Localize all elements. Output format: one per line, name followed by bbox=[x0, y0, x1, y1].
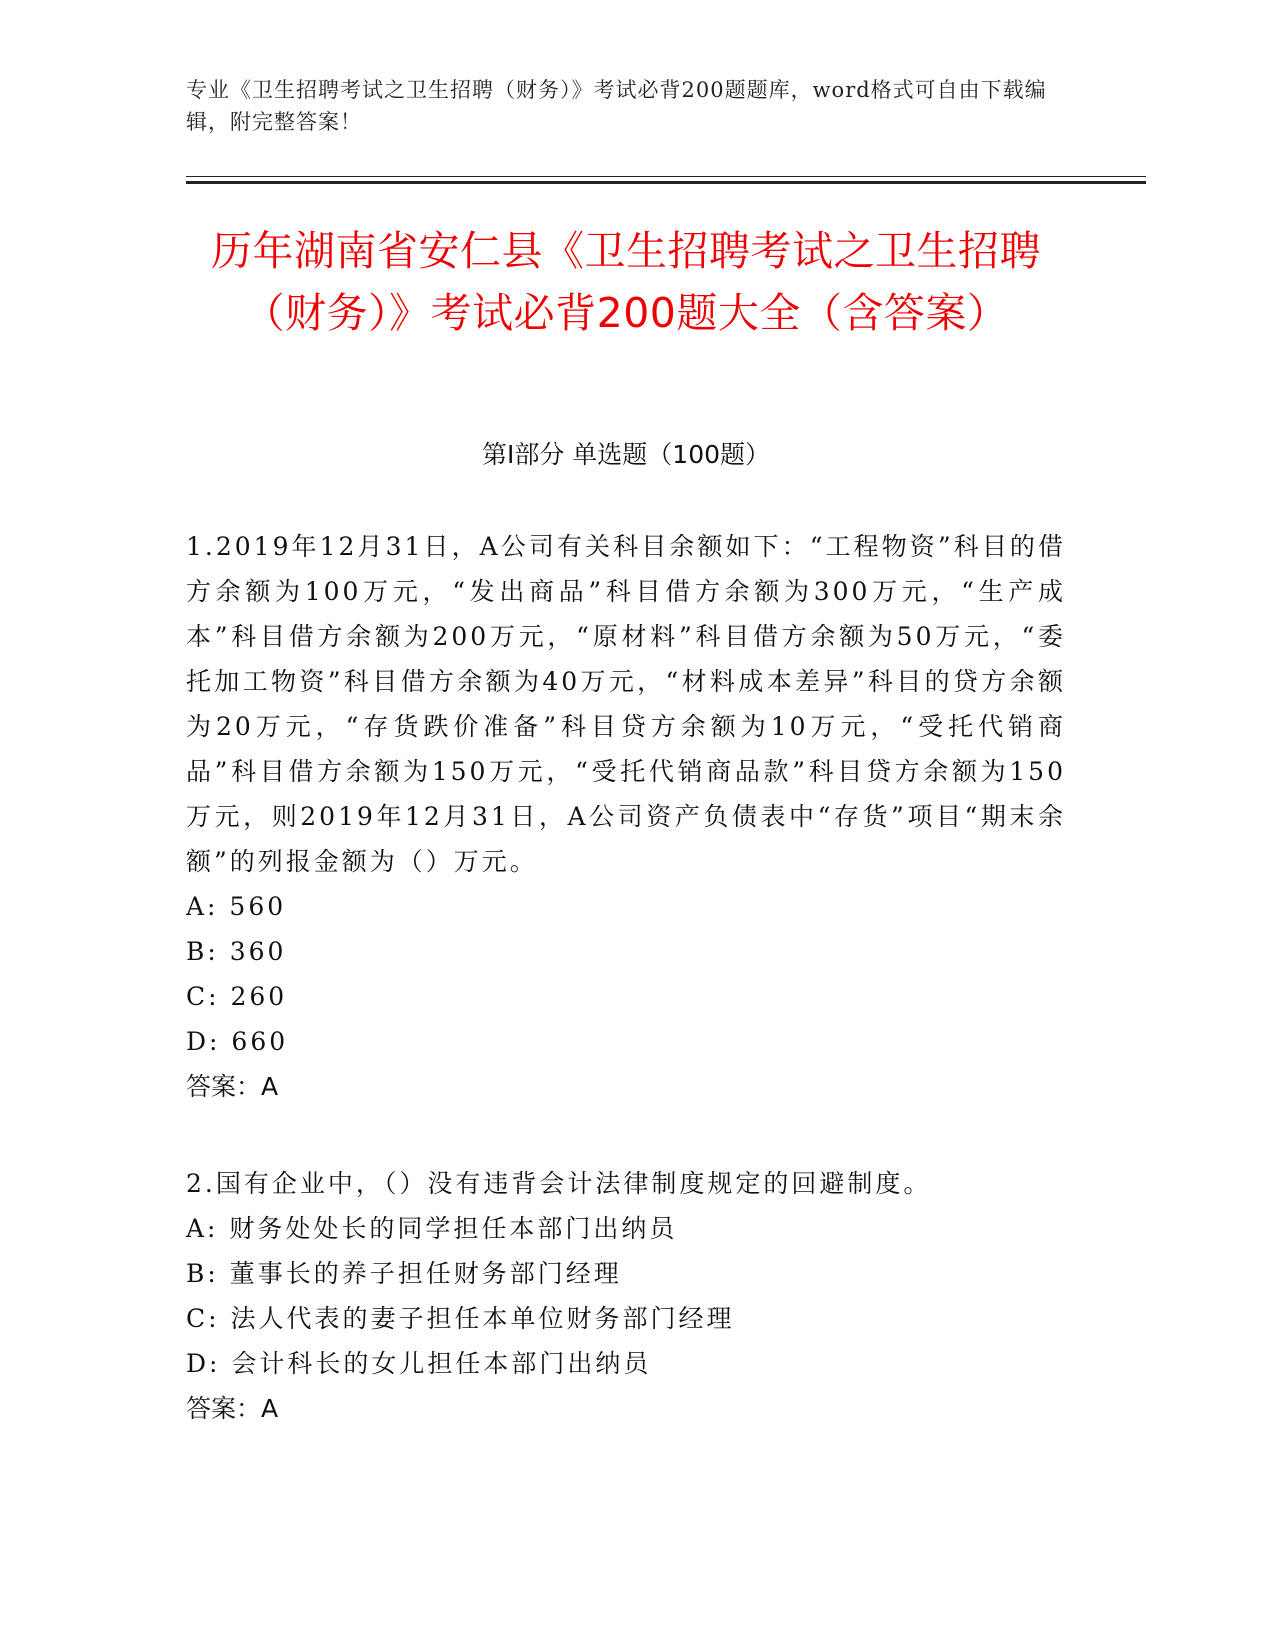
option-list bbox=[186, 1206, 1066, 1386]
question-2 bbox=[186, 1161, 1066, 1431]
header-divider-thick bbox=[186, 181, 1146, 184]
section-title: 第I部分 单选题（100题） bbox=[481, 440, 771, 469]
answer-line: 答案：A bbox=[186, 1072, 279, 1101]
option-a: A: 财务处处长的同学担任本部门出纳员 bbox=[186, 1214, 678, 1243]
option-list bbox=[186, 884, 1066, 1064]
question-stem: 2.国有企业中，（）没有违背会计法律制度规定的回避制度。 bbox=[186, 1169, 932, 1198]
document-title: 历年湖南省安仁县《卫生招聘考试之卫生招聘（财务）》考试必背200题大全（含答案） bbox=[211, 227, 1041, 337]
answer-line: 答案：A bbox=[186, 1394, 279, 1423]
option-c: C: 法人代表的妻子担任本单位财务部门经理 bbox=[186, 1304, 735, 1333]
option-c: C: 260 bbox=[186, 982, 288, 1011]
option-a: A: 560 bbox=[186, 892, 287, 921]
header-divider-thin bbox=[186, 176, 1146, 177]
option-b: B: 360 bbox=[186, 937, 287, 966]
option-b: B: 董事长的养子担任财务部门经理 bbox=[186, 1259, 622, 1288]
header-note: 专业《卫生招聘考试之卫生招聘（财务）》考试必背200题题库，word格式可自由下载编辑，附完整答案！ bbox=[186, 78, 1047, 134]
question-stem: 1.2019年12月31日，A公司有关科目余额如下：“工程物资”科目的借方余额为100万元，“发出商品”科目借方余额为300万元，“生产成本”科目借方余额为200万元，“原材料”科目借方余额为50万元，“委托加工物资”科目借方余额为40万元，“材料成本差异”科目的贷方余额为20万元，“存货跌价准备”科目贷方余额为10万元，“受托代销商品”科目借方余额为150万元，“受托代销商品款”科目贷方余额为150万元，则2019年12月31日，A公司资产负债表中“存货”项目“期末余额”的列报金额为（）万元。 bbox=[186, 532, 1066, 876]
question-1 bbox=[186, 524, 1066, 1109]
option-d: D: 660 bbox=[186, 1027, 289, 1056]
option-d: D: 会计科长的女儿担任本部门出纳员 bbox=[186, 1349, 652, 1378]
